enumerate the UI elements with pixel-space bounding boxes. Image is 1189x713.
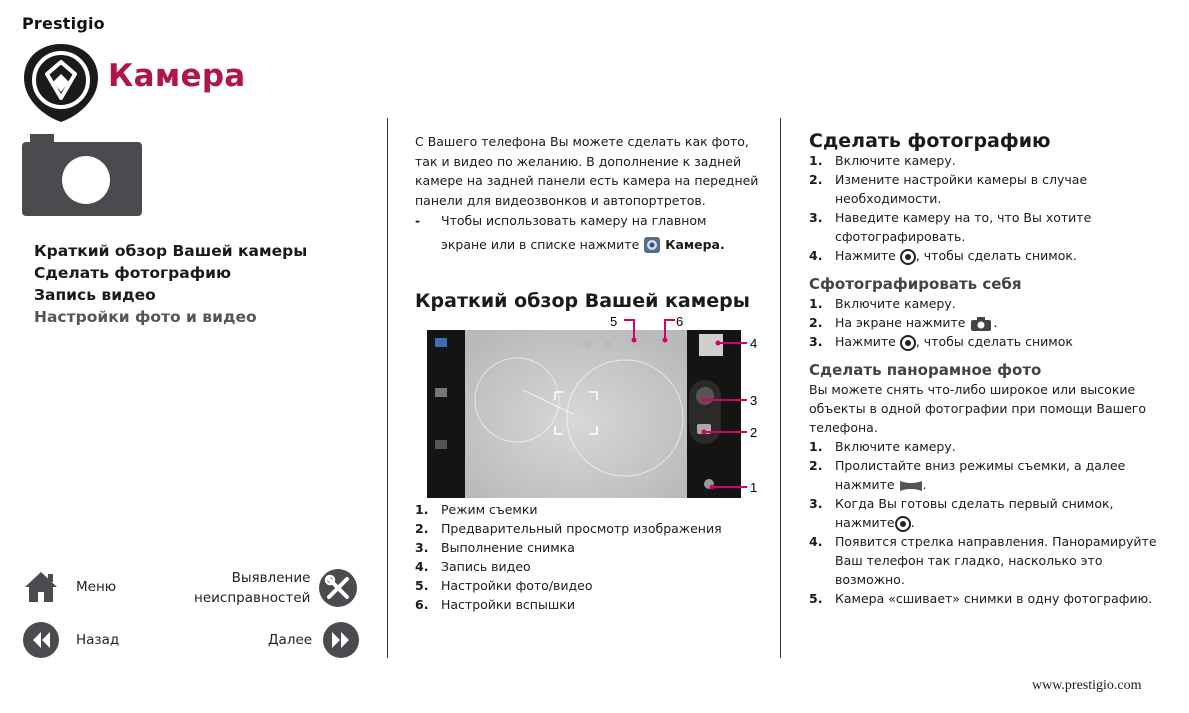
menu-label: Меню [76, 579, 117, 595]
panorama-steps [809, 437, 1159, 608]
toc-item-settings[interactable]: Настройки фото и видео [34, 308, 257, 326]
switch-camera-icon [969, 316, 993, 332]
callout-6: 6 [676, 314, 684, 329]
overview-list [415, 500, 722, 614]
callout-lines [600, 316, 760, 506]
bullet-line1: Чтобы использовать камеру на главном [441, 213, 707, 228]
panorama-heading: Сделать панорамное фото [809, 361, 1042, 379]
footer-url[interactable]: www.prestigio.com [1032, 678, 1142, 693]
bullet-dash: - [415, 213, 421, 228]
prestigio-logo-icon [20, 42, 102, 124]
intro-section [415, 132, 760, 254]
list-item: 3. Выполнение снимка [415, 540, 575, 555]
intro-paragraph: С Вашего телефона Вы можете сделать как фото, так и видео по желанию. В дополнение к задней камере на задней панели есть камера на передней панели для видеозвонков и автопортретов. [415, 134, 759, 208]
camera-app-label: Камера. [665, 236, 725, 252]
list-item: 3. Наведите камеру на то, что Вы хотите сфотографировать. [809, 210, 1092, 244]
shutter-icon [900, 335, 916, 351]
list-item: 2. Измените настройки камеры в случае необходимости. [809, 172, 1088, 206]
callout-1: 1 [750, 480, 758, 495]
list-item: 1. Включите камеру. [809, 296, 956, 311]
rewind-icon [22, 621, 60, 659]
panorama-intro: Вы можете снять что-либо широкое или высокие объекты в одной фотографии при помощи Вашего телефона. [809, 382, 1146, 435]
camera-app-icon [643, 236, 661, 254]
troubleshoot-button[interactable] [194, 568, 358, 608]
next-label: Далее [268, 632, 313, 648]
list-item: 5. Камера «сшивает» снимки в одну фотографию. [809, 591, 1153, 606]
tools-icon [318, 568, 358, 608]
column-divider [387, 118, 388, 658]
next-button[interactable] [268, 621, 360, 659]
camera-icon [22, 134, 142, 216]
take-photo-heading: Сделать фотографию [809, 130, 1051, 152]
back-label: Назад [76, 632, 120, 648]
callout-3: 3 [750, 393, 758, 408]
panorama-icon [899, 478, 923, 494]
toc-item-overview[interactable]: Краткий обзор Вашей камеры [34, 242, 308, 260]
take-photo-steps [809, 151, 1159, 265]
fast-forward-icon [322, 621, 360, 659]
list-item: 3. Нажмите , чтобы сделать снимок [809, 334, 1073, 349]
selfie-heading: Сфотографировать себя [809, 275, 1022, 293]
column-divider [780, 118, 781, 658]
list-item: 6. Настройки вспышки [415, 597, 575, 612]
list-item: 1. Режим съемки [415, 502, 538, 517]
page-title: Камера [108, 58, 246, 94]
overview-heading: Краткий обзор Вашей камеры [415, 290, 750, 312]
callout-4: 4 [750, 336, 758, 351]
bullet-line2: экране или в списке нажмите [441, 236, 640, 252]
selfie-steps [809, 294, 1159, 351]
list-item: 1. Включите камеру. [809, 153, 956, 168]
list-item: 5. Настройки фото/видео [415, 578, 593, 593]
list-item: 2. Предварительный просмотр изображения [415, 521, 722, 536]
shutter-icon [895, 516, 911, 532]
right-column [809, 132, 1159, 608]
troubleshoot-label-line2: неисправностей [194, 590, 311, 606]
callout-5: 5 [610, 314, 618, 329]
troubleshoot-label-line1: Выявление [231, 570, 311, 586]
toc-item-record-video[interactable]: Запись видео [34, 286, 156, 304]
list-item: 4. Появится стрелка направления. Панорамируйте Ваш телефон так гладко, насколько это возможно. [809, 534, 1157, 587]
toc-item-take-photo[interactable]: Сделать фотографию [34, 264, 232, 282]
list-item: 4. Нажмите , чтобы сделать снимок. [809, 248, 1077, 263]
table-of-contents [34, 240, 307, 328]
brand-name: Prestigio [22, 14, 105, 33]
back-button[interactable] [22, 621, 119, 659]
home-icon [22, 568, 60, 606]
list-item: 1. Включите камеру. [809, 439, 956, 454]
list-item: 4. Запись видео [415, 559, 531, 574]
callout-2: 2 [750, 425, 758, 440]
shutter-icon [900, 249, 916, 265]
list-item: 2. На экране нажмите . [809, 315, 998, 330]
menu-button[interactable] [22, 568, 116, 606]
list-item: 2. Пролистайте вниз режимы съемки, а далее нажмите . [809, 458, 1126, 492]
list-item: 3. Когда Вы готовы сделать первый снимок, нажмите . [809, 496, 1114, 530]
